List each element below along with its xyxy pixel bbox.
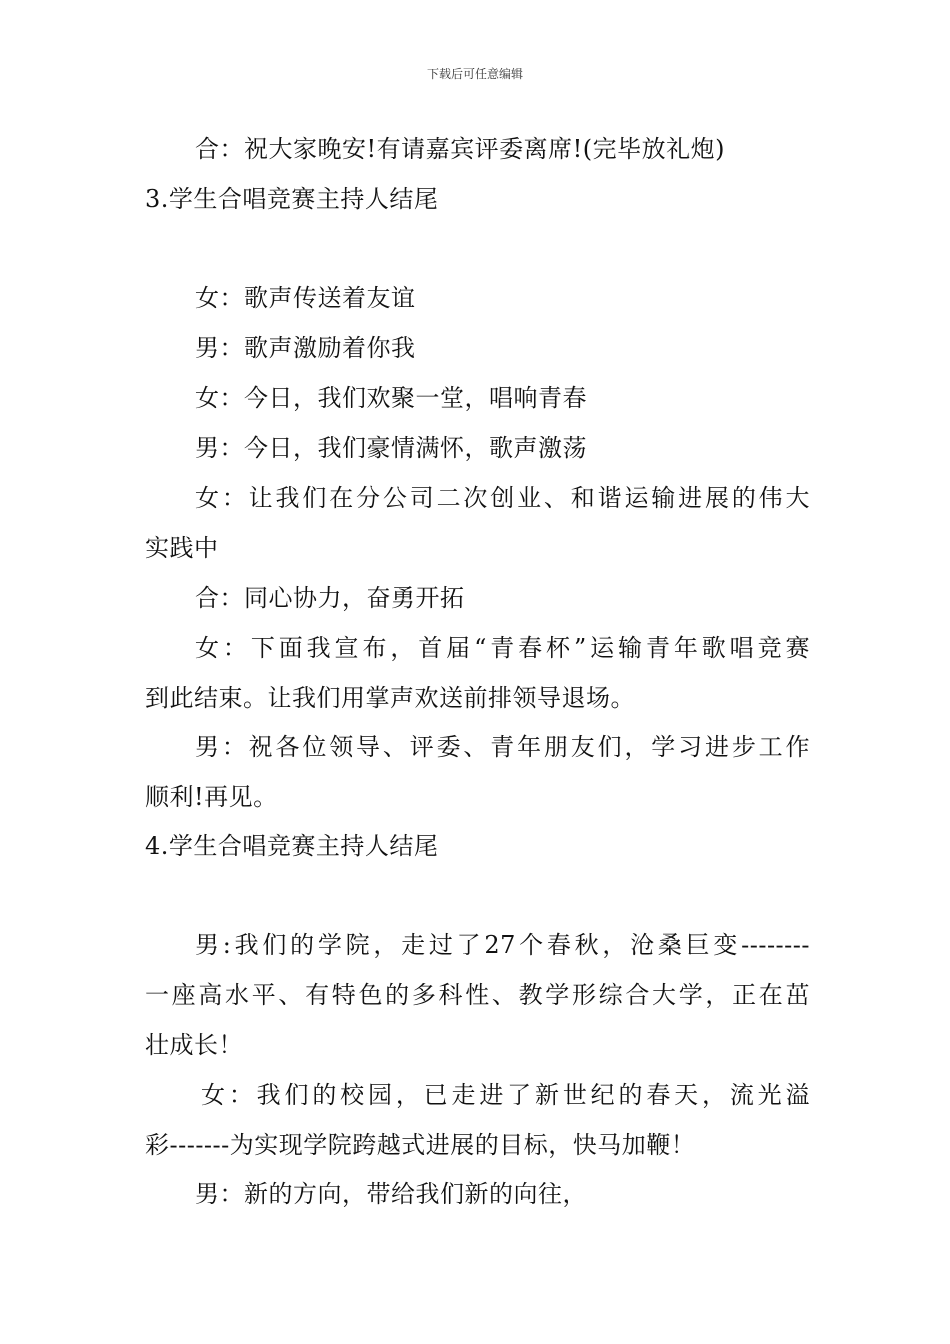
paragraph-line: 男:我们的学院，走过了27个春秋，沧桑巨变-------- xyxy=(195,931,810,959)
paragraph-line: 合：同心协力，奋勇开拓 xyxy=(195,584,465,612)
paragraph-line: 壮成长！ xyxy=(145,1031,243,1059)
paragraph-line: 男：歌声激励着你我 xyxy=(195,334,416,362)
paragraph-line: 女：歌声传送着友谊 xyxy=(195,284,416,312)
paragraph-line: 女：今日，我们欢聚一堂，唱响青春 xyxy=(195,384,587,412)
paragraph-line: 女：让我们在分公司二次创业、和谐运输进展的伟大 xyxy=(195,484,810,512)
paragraph-line: 实践中 xyxy=(145,534,219,562)
paragraph-line: 女：我们的校园，已走进了新世纪的春天，流光溢 xyxy=(201,1081,810,1109)
page-header: 下载后可任意编辑 xyxy=(426,67,523,81)
section-heading: 4.学生合唱竞赛主持人结尾 xyxy=(145,832,439,860)
section-heading: 3.学生合唱竞赛主持人结尾 xyxy=(145,185,439,213)
paragraph-line: 合：祝大家晚安!有请嘉宾评委离席!(完毕放礼炮) xyxy=(195,135,726,163)
paragraph-line: 男：今日，我们豪情满怀，歌声激荡 xyxy=(195,434,587,462)
paragraph-line: 女：下面我宣布，首届“青春杯”运输青年歌唱竞赛 xyxy=(195,634,810,662)
paragraph-line: 男：祝各位领导、评委、青年朋友们，学习进步工作 xyxy=(195,733,810,761)
paragraph-line: 一座高水平、有特色的多科性、教学形综合大学，正在茁 xyxy=(145,981,810,1009)
paragraph-line: 到此结束。让我们用掌声欢送前排领导退场。 xyxy=(145,684,635,712)
paragraph-line: 男：新的方向，带给我们新的向往， xyxy=(195,1180,587,1208)
paragraph-line: 彩-------为实现学院跨越式进展的目标，快马加鞭！ xyxy=(145,1131,696,1159)
paragraph-line: 顺利!再见。 xyxy=(145,783,278,811)
